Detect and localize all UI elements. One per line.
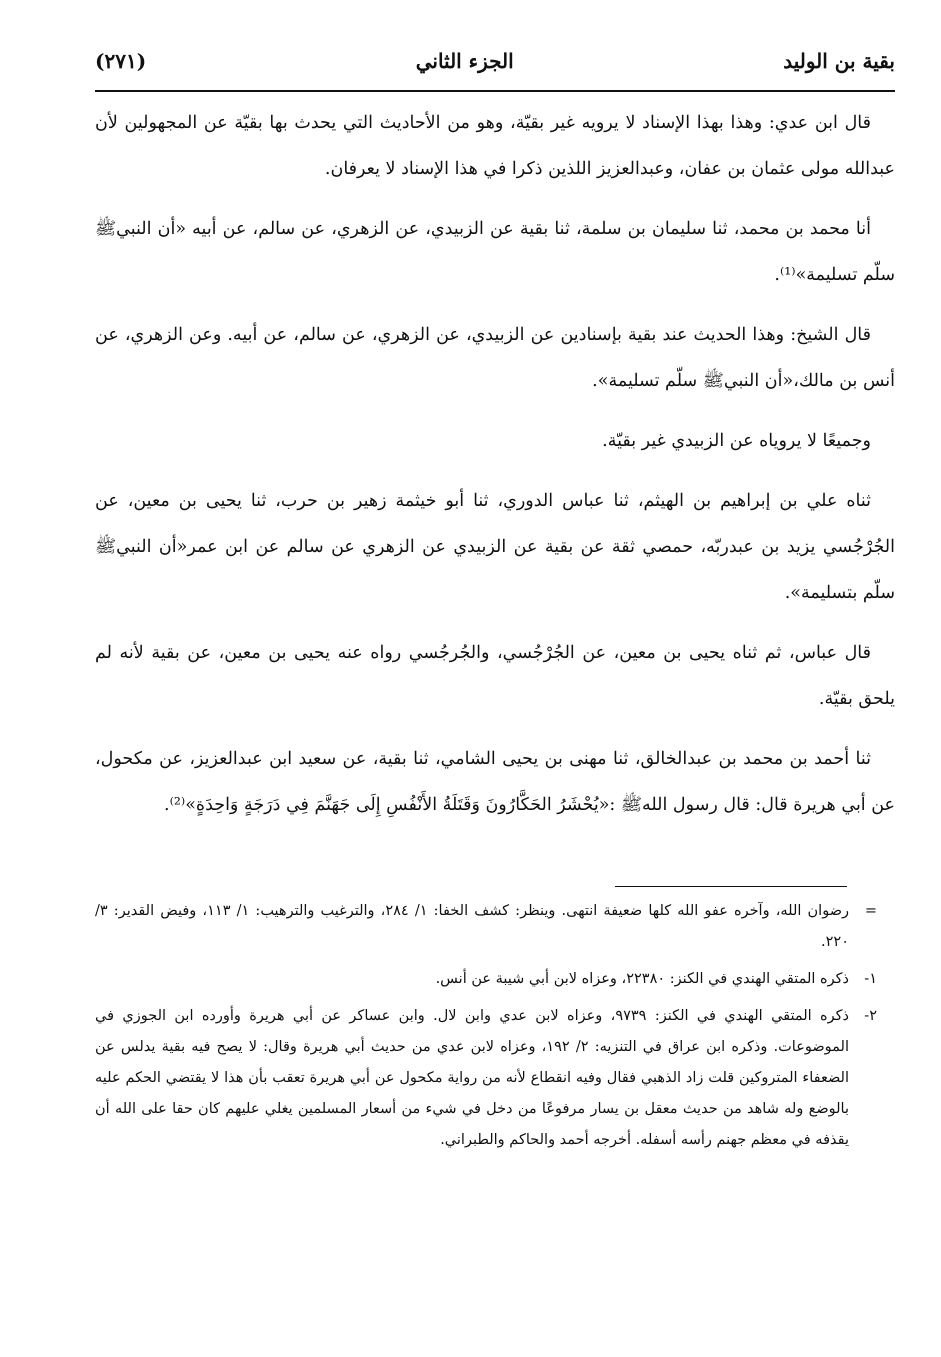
paragraph: ثنا أحمد بن محمد بن عبدالخالق، ثنا مهنى بن يحيى الشامي، ثنا بقية، عن سعيد ابن عبدالعزيز، عن مكحول، عن أبي هريرة قال: قال رسول اللهﷺ :«يُحْشَرُ الحَكَّارُونَ وَقَتَلَةُ الأَنْفُسِ إِلَى جَهَنَّمَ فِي دَرَجَةٍ وَاحِدَةٍ»⁽²⁾. bbox=[95, 749, 895, 815]
footnotes bbox=[95, 896, 877, 1162]
footnote-text: ذكره المتقي الهندي في الكنز: ٩٧٣٩، وعزاه لابن عدي وابن لال. وابن عساكر عن أبي هريرة وأورده ابن الجوزي في الموضوعات. وذكره ابن عراق في التنزيه: ٢/ ١٩٢، وعزاه لابن عدي من حديث أبي هريرة وقال: لا يصح فيه بقية يدلس عن الضعفاء المتروكين قلت زاد الذهبي فقال وفيه انقطاع لأنه من رواية مكحول عن أبي هريرة تعقب بأن هذا لا يقتضي الحكم عليه بالوضع وله شاهد من حديث معقل بن يسار مرفوعًا من دخل في شيء من أسعار المسلمين يغلي عليهم كان حقا على الله أن يقذفه في معظم جهنم رأسه أسفله. أخرجه أحمد والحاكم والطبراني. bbox=[95, 1008, 849, 1148]
paragraph: وجميعًا لا يروياه عن الزبيدي غير بقيّة. bbox=[602, 431, 871, 451]
footnote-label: ١- bbox=[864, 971, 877, 987]
footnote-label: = bbox=[864, 903, 877, 919]
footnote bbox=[95, 964, 877, 995]
main-text bbox=[95, 100, 895, 842]
footnote-text: رضوان الله، وآخره عفو الله كلها ضعيفة انتهى. وينظر: كشف الخفا: ١/ ٢٨٤، والترغيب والترهيب: ١/ ١١٣، وفيض القدير: ٣/ ٢٢٠. bbox=[95, 903, 850, 950]
page-number: (٢٧١) bbox=[95, 49, 147, 73]
paragraph: قال الشيخ: وهذا الحديث عند بقية بإسنادين عن الزبيدي، عن الزهري، عن سالم، عن أبيه. وعن الزهري، عن أنس بن مالك،«أن النبيﷺ سلّم تسليمة». bbox=[95, 325, 895, 391]
paragraph: قال عباس، ثم ثناه يحيى بن معين، عن الجُرْجُسي، والجُرجُسي رواه عنه يحيى بن معين، عن بقية لأنه لم يلحق بقيّة. bbox=[95, 643, 895, 709]
paragraph: ثناه علي بن إبراهيم بن الهيثم، ثنا عباس الدوري، ثنا أبو خيثمة زهير بن حرب، ثنا يحيى بن معين، عن الجُرْجُسي يزيد بن عبدربّه، حمصي ثقة عن بقية عن الزبيدي عن الزهري عن سالم عن ابن عمر«أن النبيﷺ سلّم بتسليمة». bbox=[95, 491, 895, 603]
page-header bbox=[95, 38, 895, 84]
footnote-label: ٢- bbox=[864, 1008, 877, 1024]
header-divider bbox=[95, 90, 895, 92]
footnote bbox=[95, 896, 877, 958]
paragraph: قال ابن عدي: وهذا بهذا الإسناد لا يرويه غير بقيّة، وهو من الأحاديث التي يحدث بها بقيّة عن المجهولين لأن عبدالله مولى عثمان بن عفان، وعبدالعزيز اللذين ذكرا في هذا الإسناد لا يعرفان. bbox=[95, 113, 895, 179]
footnote-text: ذكره المتقي الهندي في الكنز: ٢٢٣٨٠، وعزاه لابن أبي شيبة عن أنس. bbox=[435, 971, 849, 987]
part-title: الجزء الثاني bbox=[415, 49, 514, 73]
footnote bbox=[95, 1001, 877, 1156]
footnote-divider bbox=[615, 886, 847, 887]
paragraph: أنا محمد بن محمد، ثنا سليمان بن سلمة، ثنا بقية عن الزبيدي، عن الزهري، عن سالم، عن أبيه «أن النبيﷺ سلّم تسليمة»⁽¹⁾. bbox=[95, 219, 895, 285]
book-title: بقية بن الوليد bbox=[783, 49, 895, 73]
